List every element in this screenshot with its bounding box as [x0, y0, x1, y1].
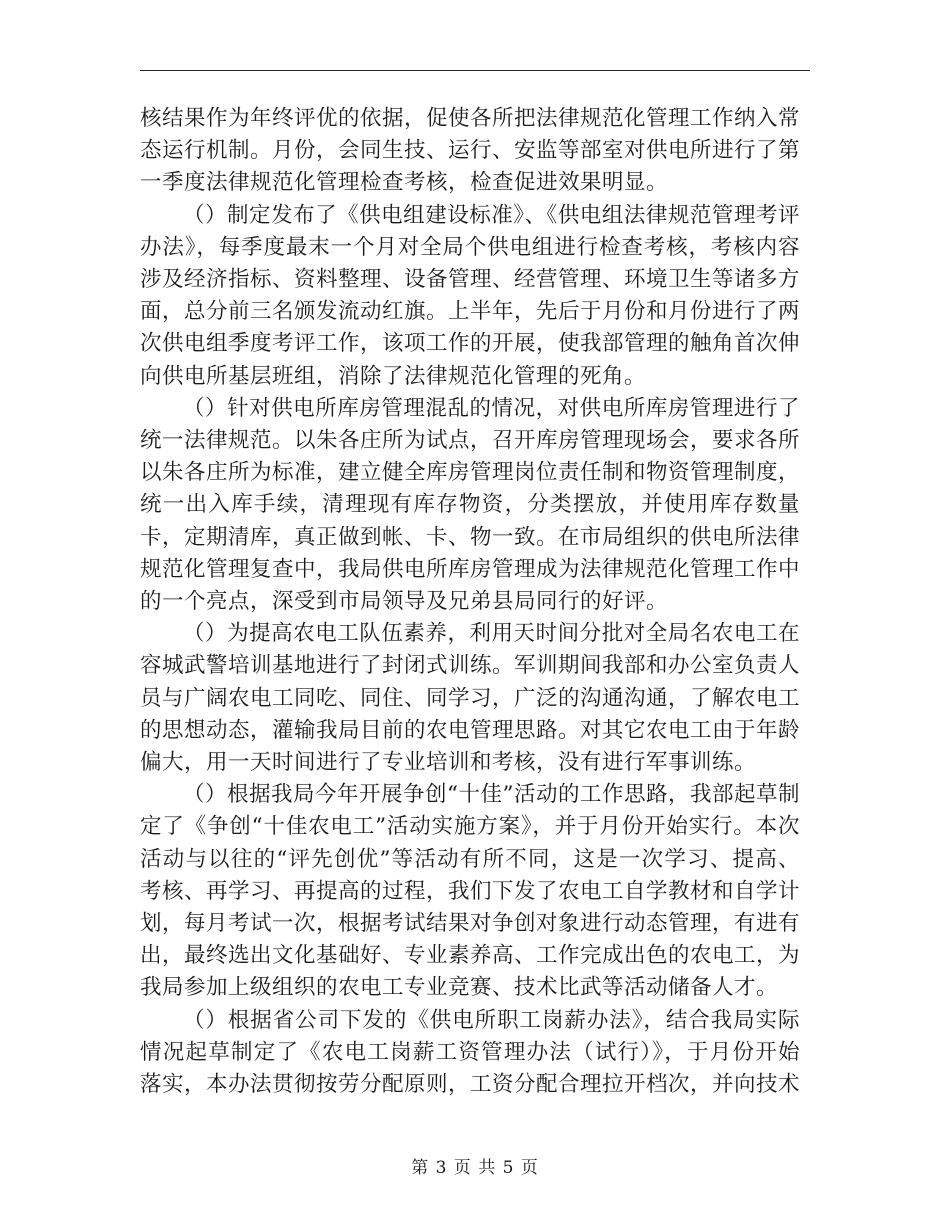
- paragraph: （）制定发布了《供电组建设标准》、《供电组法律规范管理考评办法》，每季度最末一个月对全局个供电组进行检查考核，考核内容涉及经济指标、资料整理、设备管理、经营管理、环境卫生等诸多方面，总分前三名颁发流动红旗。上半年，先后于月份和月份进行了两次供电组季度考评工作，该项工作的开展，使我部管理的触角首次伸向供电所基层班组，消除了法律规范化管理的死角。: [140, 202, 801, 389]
- paragraph: （）根据我局今年开展争创“十佳”活动的工作思路，我部起草制定了《争创“十佳农电工”活动实施方案》，并于月份开始实行。本次活动与以往的“评先创优”等活动有所不同，这是一次学习、提高、考核、再学习、再提高的过程，我们下发了农电工自学教材和自学计划，每月考试一次，根据考试结果对争创对象进行动态管理，有进有出，最终选出文化基础好、专业素养高、工作完成出色的农电工，为我局参加上级组织的农电工专业竞赛、技术比武等活动储备人才。: [140, 782, 801, 1001]
- header-rule: [140, 70, 810, 71]
- document-body: [140, 103, 800, 1101]
- paragraph: （）为提高农电工队伍素养，利用天时间分批对全局名农电工在容城武警培训基地进行了封闭式训练。军训期间我部和办公室负责人员与广阔农电工同吃、同住、同学习，广泛的沟通沟通，了解农电工的思想动态，灌输我局目前的农电管理思路。对其它农电工由于年龄偏大，用一天时间进行了专业培训和考核，没有进行军事训练。: [140, 621, 801, 776]
- paragraph: 核结果作为年终评优的依据，促使各所把法律规范化管理工作纳入常态运行机制。月份，会同生技、运行、安监等部室对供电所进行了第一季度法律规范化管理检查考核，检查促进效果明显。: [140, 106, 801, 196]
- page-number-footer: 第 3 页 共 5 页: [411, 1158, 539, 1178]
- paragraph: （）根据省公司下发的《供电所职工岗薪办法》，结合我局实际情况起草制定了《农电工岗薪工资管理办法（试行）》，于月份开始落实，本办法贯彻按劳分配原则，工资分配合理拉开档次，并向技术: [140, 1007, 801, 1098]
- paragraph: （）针对供电所库房管理混乱的情况，对供电所库房管理进行了统一法律规范。以朱各庄所为试点，召开库房管理现场会，要求各所以朱各庄所为标准，建立健全库房管理岗位责任制和物资管理制度，统一出入库手续，清理现有库存物资，分类摆放，并使用库存数量卡，定期清库，真正做到帐、卡、物一致。在市局组织的供电所法律规范化管理复查中，我局供电所库房管理成为法律规范化管理工作中的一个亮点，深受到市局领导及兄弟县局同行的好评。: [140, 395, 801, 615]
